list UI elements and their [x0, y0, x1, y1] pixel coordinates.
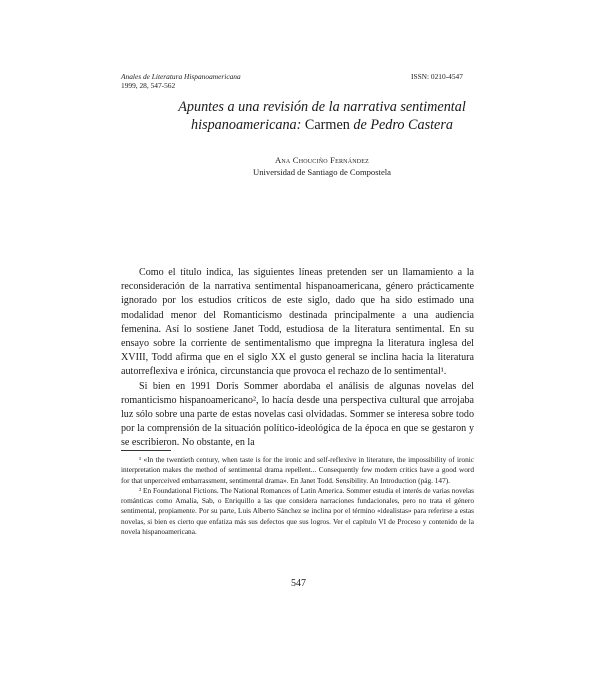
author-name: Ana Chouciño Fernández [274, 155, 370, 165]
footnote: ¹ «In the twentieth century, when taste is for the ironic and self-reflexive in literature, the impossibility of ironic interpretation makes the method of sentimental drama repellent... Consequently few modern critics have a good word for that unperceived embarrassment, sentimental drama». En Janet Todd. Sensibility. An Introduction (pág. 147). [121, 455, 474, 485]
journal-citation [121, 72, 241, 90]
title-work: Carmen [304, 117, 350, 133]
footnotes [121, 455, 474, 537]
journal-volume: 1999, 28, 547-562 [121, 81, 176, 90]
paragraph: Si bien en 1991 Doris Sommer abordaba el análisis de algunas novelas del romanticismo hispanoamericano², lo hacía desde una perspectiva cultural que arrojaba luz sólo sobre una parte de estas novelas casi olvidadas. Sommer se interesa sobre todo por la comprensión de la situación político-ideológica de la época en que se gestaron y se escribieron. No obstante, en la [121, 380, 474, 449]
author-block [122, 154, 522, 178]
author-affiliation: Universidad de Santiago de Compostela [253, 167, 391, 177]
article-body [121, 266, 474, 451]
issn: ISSN: 0210-4547 [411, 72, 463, 81]
paragraph: Como el título indica, las siguientes líneas pretenden ser un llamamiento a la reconsideración de la narrativa sentimental hispanoamericana, género prácticamente ignorado por los estudios críticos de este siglo, dado que ha sido estimado una modalidad menor del Romanticismo destinada principalmente a una audiencia femenina. Así lo sostiene Janet Todd, estudiosa de la literatura sentimental. En su ensayo sobre la corriente de sentimentalismo que impregna la literatura inglesa del XVIII, Todd afirma que en el siglo XX el gusto general se inclina hacia la literatura autorreflexiva e irónica, circunstancia que provoca el rechazo de lo sentimental¹. [121, 267, 474, 378]
footnote: ² En Foundational Fictions. The National Romances of Latin America. Sommer estudia el interés de varias novelas románticas como Amalia, Sab, o Enriquillo a las que considera narraciones fundacionales, pero no trata el género sentimental, propiamente. Por su parte, Luis Alberto Sánchez se inclina por el término «idealistas» para referirse a estas novelas, si bien es cierto que enfatiza más sus defectos que sus logros. Ver el capítulo VI de Proceso y contenido de la novela hispanoamericana. [121, 485, 474, 537]
journal-name: Anales de Literatura Hispanoamericana [121, 72, 241, 81]
article-title [122, 98, 522, 134]
footnote-rule [121, 450, 171, 451]
title-main: Apuntes a una revisión de la narrativa sentimental hispanoamericana: [178, 99, 466, 133]
title-tail: de Pedro Castera [353, 117, 453, 133]
page-number: 547 [291, 578, 306, 589]
